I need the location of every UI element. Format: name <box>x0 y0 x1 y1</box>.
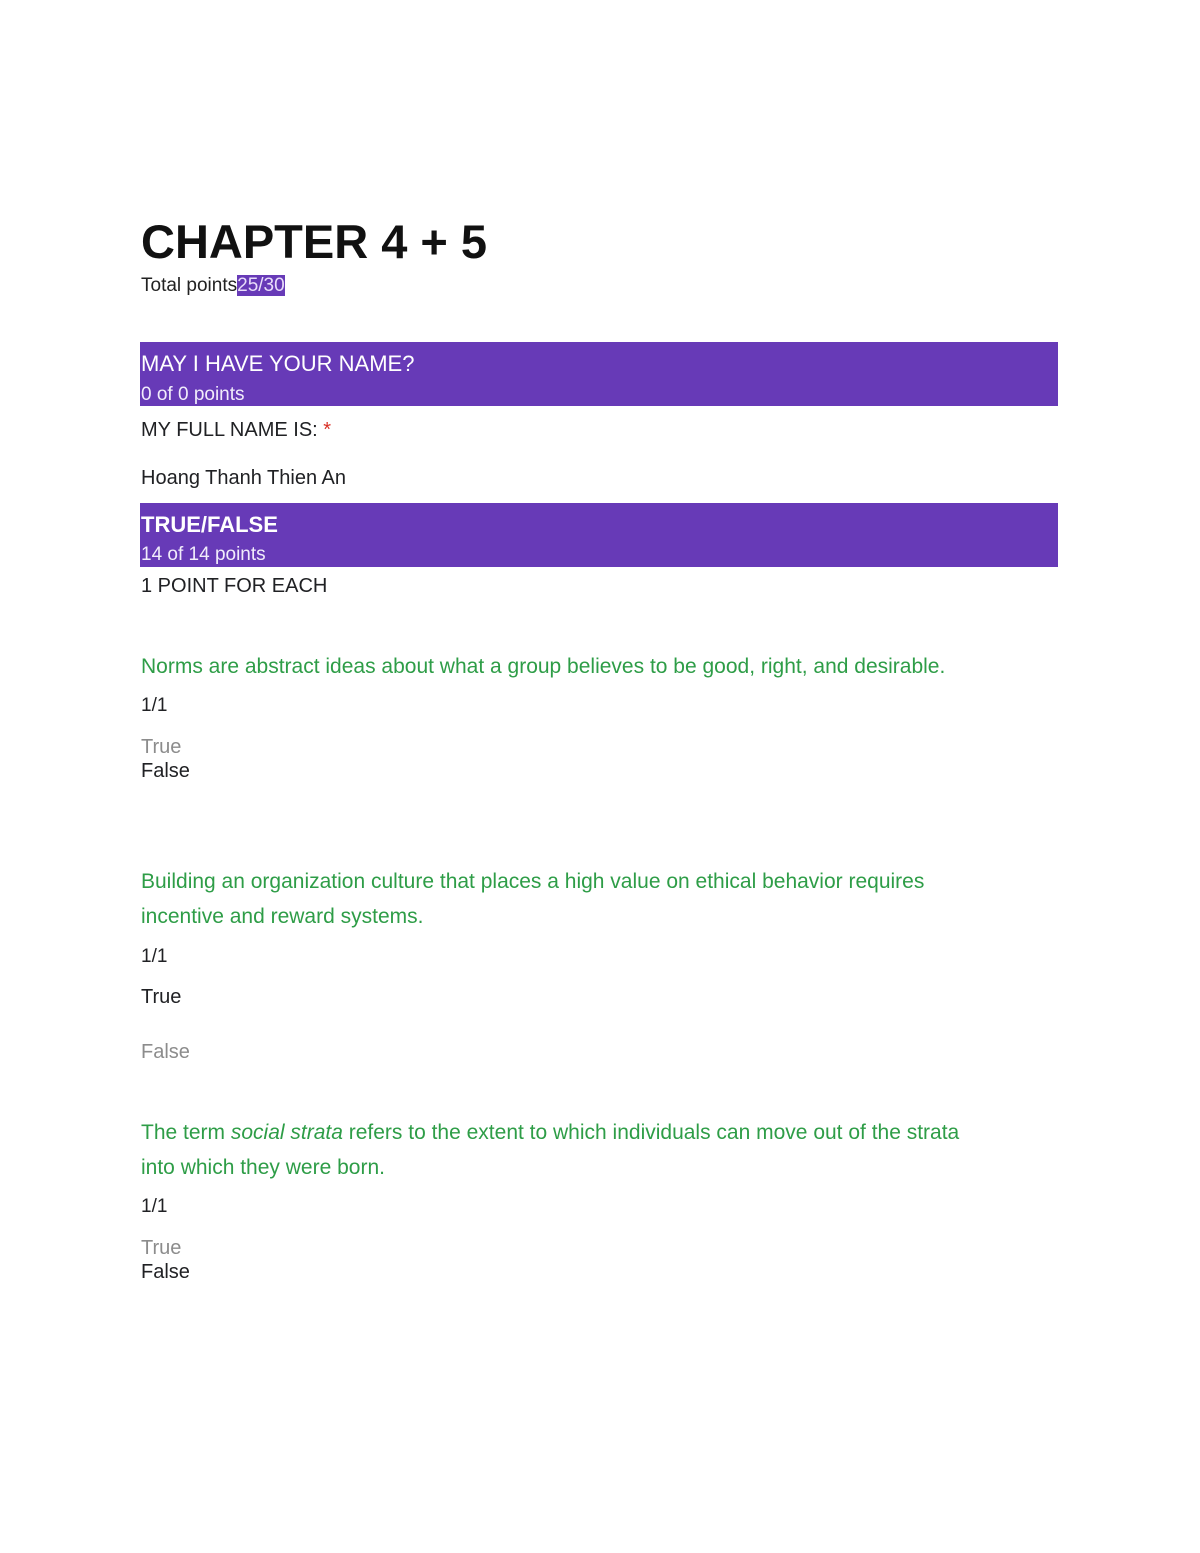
option-false: False <box>141 1041 190 1063</box>
question-text-part: The term <box>141 1121 231 1144</box>
question-score: 1/1 <box>141 1196 168 1217</box>
option-true: True <box>141 1237 182 1259</box>
question-label: MY FULL NAME IS: <box>141 419 324 441</box>
question-score: 1/1 <box>141 946 168 967</box>
total-points-label: Total points <box>141 275 238 296</box>
question-score: 1/1 <box>141 695 168 716</box>
section-header-true-false <box>140 503 1058 567</box>
question-text-line: into which they were born. <box>141 1156 385 1179</box>
name-question-label <box>141 417 331 443</box>
question-text <box>141 1115 1071 1185</box>
section-points: 14 of 14 points <box>141 544 266 565</box>
form-title: CHAPTER 4 + 5 <box>141 215 488 268</box>
option-true: True <box>141 986 182 1008</box>
section-description: 1 POINT FOR EACH <box>141 575 328 597</box>
question-text-line: Building an organization culture that places a high value on ethical behavior requires <box>141 870 925 893</box>
total-points <box>141 274 285 298</box>
question-text: Norms are abstract ideas about what a group believes to be good, right, and desirable. <box>141 655 946 678</box>
question-text-part: refers to the extent to which individuals can move out of the strata <box>342 1121 960 1144</box>
question-text-emphasis: social strata <box>230 1121 343 1144</box>
option-true: True <box>141 736 182 758</box>
section-header-name <box>140 342 1058 406</box>
question-text-line: incentive and reward systems. <box>141 905 424 928</box>
section-title: MAY I HAVE YOUR NAME? <box>141 351 415 376</box>
question-text <box>141 864 1071 934</box>
total-points-score: 25/30 <box>237 275 285 296</box>
option-false: False <box>141 1261 190 1283</box>
required-mark: * <box>323 419 332 441</box>
section-points: 0 of 0 points <box>141 384 245 405</box>
option-false: False <box>141 760 190 782</box>
section-title: TRUE/FALSE <box>141 512 278 537</box>
name-answer: Hoang Thanh Thien An <box>141 467 346 489</box>
